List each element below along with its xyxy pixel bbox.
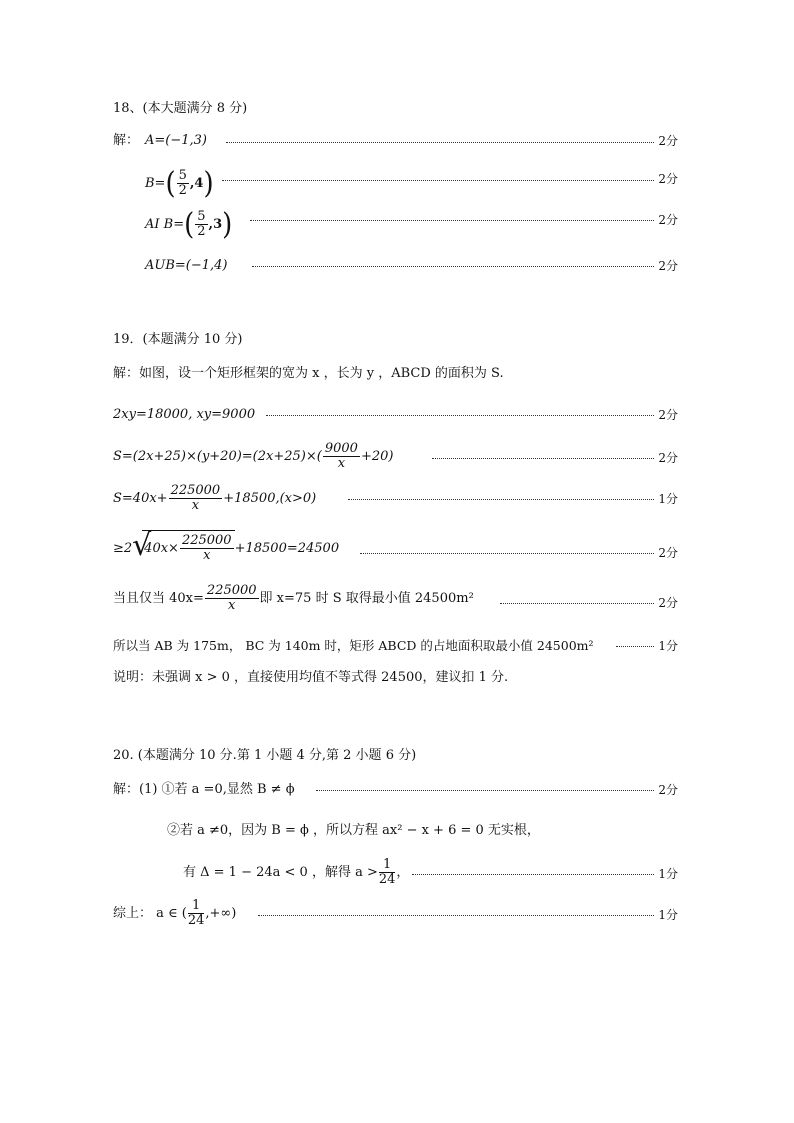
q19-score5: 2分	[658, 596, 678, 610]
dot-leader	[258, 913, 654, 916]
q18-score4: 2分	[658, 259, 678, 273]
dot-leader	[348, 497, 654, 500]
q20-score3: 1分	[658, 867, 678, 881]
fraction-numerator: 5	[178, 168, 187, 183]
fraction-denominator: x	[337, 456, 346, 471]
fraction-numerator: 225000	[206, 583, 257, 598]
q20-score1: 2分	[658, 783, 678, 797]
fraction-numerator: 225000	[181, 533, 232, 548]
fraction-denominator: 24	[378, 872, 396, 887]
fraction-denominator: 2	[178, 183, 187, 198]
fraction-numerator: 5	[197, 209, 206, 224]
q19-line4-a: ≥2	[113, 541, 133, 556]
dot-leader	[226, 140, 654, 143]
q19-score2: 2分	[658, 451, 678, 465]
fraction-numerator: 1	[379, 858, 396, 873]
q19-line2-a: S=(2x+25)×(y+20)=(2x+25)×(	[113, 449, 322, 464]
fraction-numerator: 1	[188, 899, 205, 914]
q18-line4: AUB=(−1,4)	[145, 258, 228, 273]
dot-leader	[252, 264, 654, 267]
q19-intro: 解：如图，设一个矩形框架的宽为 x ，长为 y ，ABCD 的面积为 S.	[113, 366, 504, 381]
q19-heading: 19．(本题满分 10 分)	[113, 332, 243, 347]
q18-score1: 2分	[658, 134, 678, 148]
q18-line2: B=( $\frac{5}{2}$ ,4)	[145, 166, 214, 201]
q19-line6: 所以当 AB 为 175m， BC 为 140m 时，矩形 ABCD 的占地面积取最小值 24500m²	[113, 638, 594, 653]
dot-leader	[412, 872, 654, 875]
dot-leader	[266, 413, 654, 416]
dot-leader	[360, 551, 654, 554]
q20-line3-b: ，	[396, 865, 410, 880]
q19-line5-a: 当且仅当 40x=	[113, 591, 204, 606]
q19-line4-inner: 40x×	[144, 541, 179, 556]
sqrt-sign-icon: √ 40x× $\frac{225000}{x}$	[132, 530, 234, 567]
q18-line2-lhs: B=	[145, 176, 166, 191]
q19-line3-a: S=40x+	[113, 491, 168, 506]
q19-score4: 2分	[658, 546, 678, 560]
fraction-numerator: 225000	[170, 483, 221, 498]
q20-heading: 20. (本题满分 10 分.第 1 小题 4 分,第 2 小题 6 分)	[113, 748, 417, 763]
dot-leader	[616, 644, 654, 647]
q20-score4: 1分	[658, 908, 678, 922]
q19-line5	[113, 582, 474, 616]
q19-score6: 1分	[658, 639, 678, 653]
q19-score1: 2分	[658, 408, 678, 422]
q18-score2: 2分	[658, 172, 678, 186]
fraction-denominator: x	[228, 598, 236, 613]
q20-line3	[183, 856, 409, 890]
dot-leader	[316, 788, 654, 791]
q20-line1: 解：(1) ①若 a =0,显然 B ≠ ϕ	[113, 782, 295, 797]
q18-line3-rest: ,3	[208, 217, 223, 232]
dot-leader	[432, 456, 654, 459]
fraction-denominator: x	[203, 548, 211, 563]
q18-heading: 18、(本大题满分 8 分)	[113, 101, 248, 116]
dot-leader	[250, 218, 654, 221]
q20-line4-a: 综上： a ∈ (	[113, 906, 187, 921]
q19-line4	[113, 530, 339, 567]
q19-line3-b: +18500,(x>0)	[223, 491, 317, 506]
q19-score3: 1分	[658, 492, 678, 506]
q20-line4-b: ,+∞)	[205, 906, 237, 921]
fraction-numerator: 9000	[324, 441, 358, 456]
fraction-denominator: x	[191, 498, 200, 513]
q18-line3: AI B=( $\frac{5}{2}$ ,3)	[145, 207, 233, 242]
q20-line4	[113, 897, 236, 931]
q18-line2-rest: ,4	[189, 176, 204, 191]
q18-answer-label: 解：	[113, 133, 140, 148]
q18-line1: A=(−1,3)	[145, 133, 207, 148]
dot-leader	[500, 601, 654, 604]
q19-line1: 2xy=18000, xy=9000	[113, 407, 256, 422]
q20-line2: ②若 a ≠0，因为 B = ϕ ，所以方程 ax² − x + 6 = 0 无实根，	[167, 823, 540, 838]
q19-line2-b: +20)	[360, 449, 394, 464]
q19-line5-b: 即 x=75 时 S 取得最小值 24500m²	[259, 591, 474, 606]
q18-score3: 2分	[658, 213, 678, 227]
fraction-denominator: 24	[187, 913, 205, 928]
q19-line2	[113, 440, 393, 474]
q20-line3-a: 有 Δ = 1 − 24a < 0 ，解得 a >	[183, 865, 378, 880]
q19-note: 说明：未强调 x > 0 ，直接使用均值不等式得 24500，建议扣 1 分.	[113, 670, 509, 685]
fraction-denominator: 2	[197, 224, 206, 239]
q18-line3-lhs: AI B=	[145, 217, 185, 232]
q19-line3	[113, 482, 316, 516]
q19-line4-b: +18500=24500	[234, 541, 340, 556]
dot-leader	[222, 178, 654, 181]
